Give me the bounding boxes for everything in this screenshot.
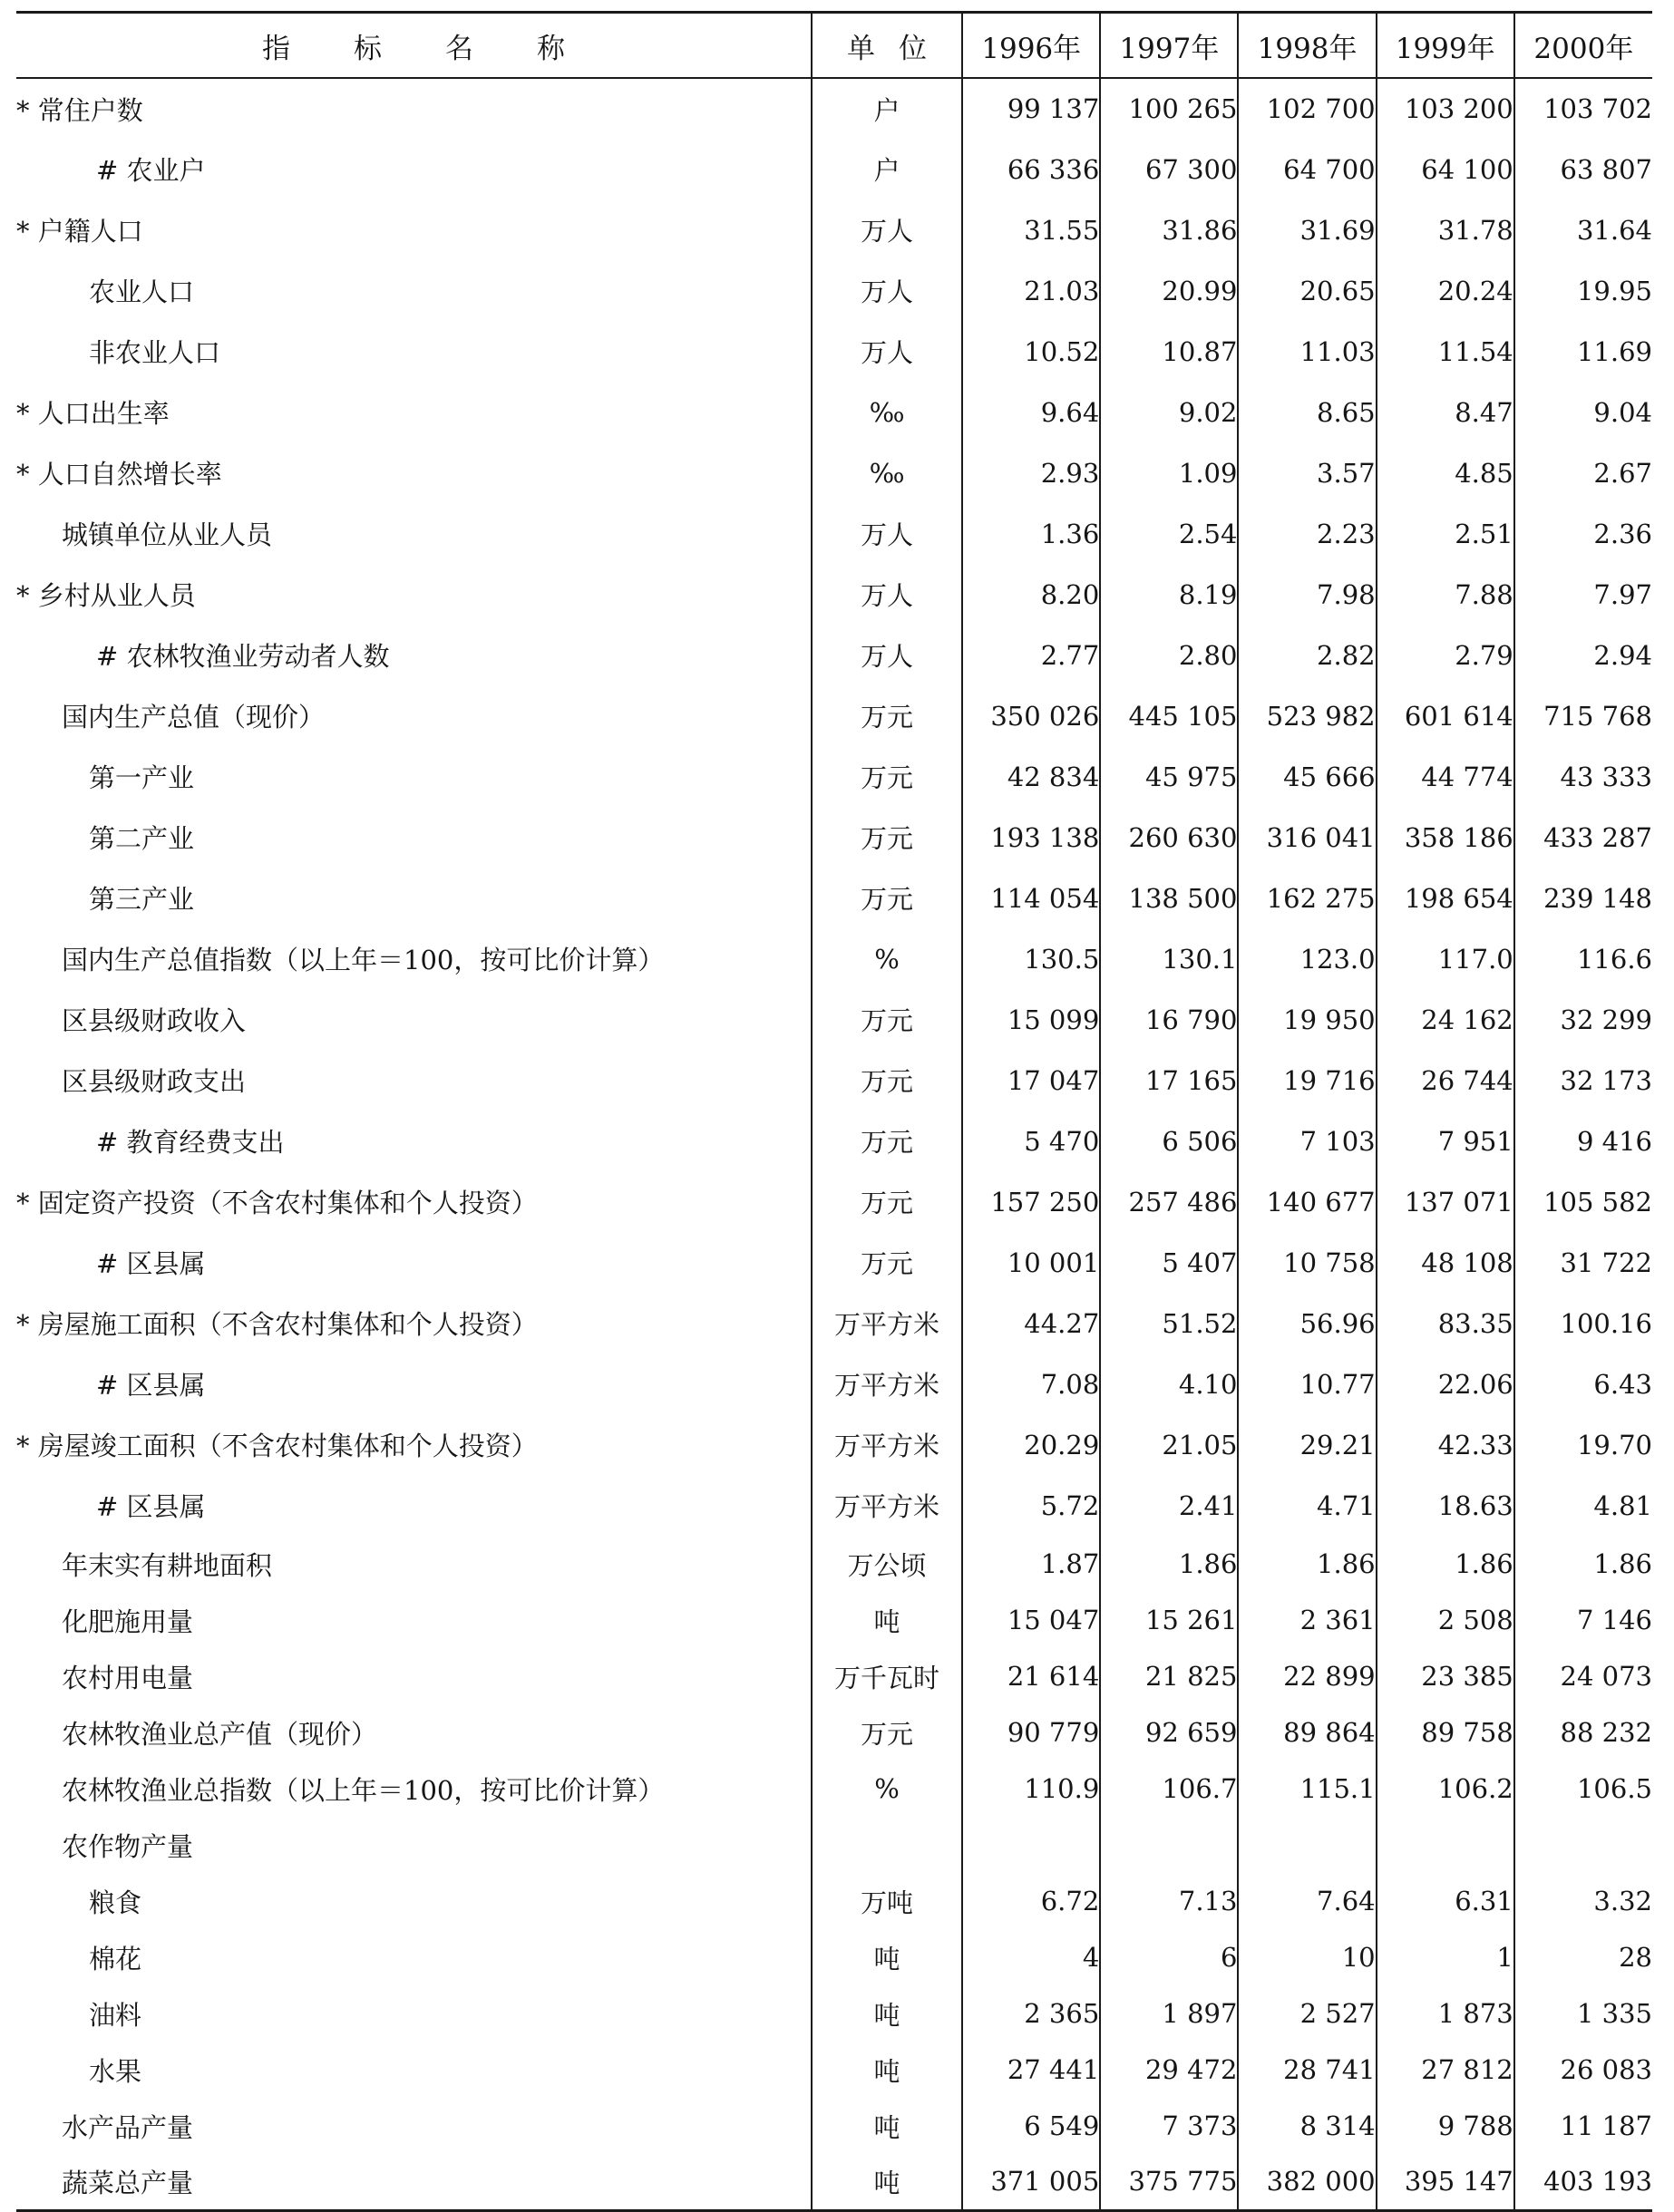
indicator-name-cell: * 户籍人口: [16, 216, 143, 247]
indicator-name-cell: # 区县属: [96, 1370, 206, 1401]
value-cell-1999: 198 654: [1377, 868, 1514, 928]
header-row: [16, 13, 1652, 79]
table-row: [16, 1536, 1652, 1592]
value-cell-1996: 157 250: [962, 1171, 1100, 1232]
unit-cell: 吨: [812, 2098, 962, 2154]
unit-cell: 万人: [812, 321, 962, 382]
value-cell-1999: 20.24: [1377, 260, 1514, 321]
value-cell-1997: 6 506: [1100, 1111, 1238, 1171]
table-row: [16, 1353, 1652, 1414]
table-row: [16, 928, 1652, 989]
value-cell-1999: 11.54: [1377, 321, 1514, 382]
unit-cell: [812, 1817, 962, 1873]
indicator-name-cell: 蔬菜总产量: [62, 2167, 194, 2198]
value-cell-1998: 7.98: [1238, 564, 1376, 625]
value-cell-1997: 1.86: [1100, 1536, 1238, 1592]
value-cell-1998: 45 666: [1238, 746, 1376, 807]
value-cell-1998: 64 700: [1238, 139, 1376, 199]
value-cell-1997: 257 486: [1100, 1171, 1238, 1232]
unit-cell: 万平方米: [812, 1475, 962, 1536]
value-cell-1997: 375 775: [1100, 2154, 1238, 2210]
value-cell-1996: 10 001: [962, 1232, 1100, 1293]
value-cell-1996: 21 614: [962, 1648, 1100, 1704]
table-row: [16, 1475, 1652, 1536]
indicator-name-cell: 农村用电量: [62, 1662, 194, 1693]
value-cell-1998: [1238, 1817, 1376, 1873]
table-row: [16, 321, 1652, 382]
indicator-name-cell: 油料: [89, 1999, 142, 2031]
value-cell-1997: 51.52: [1100, 1293, 1238, 1353]
value-cell-1996: 42 834: [962, 746, 1100, 807]
value-cell-2000: 24 073: [1514, 1648, 1652, 1704]
value-cell-1998: 140 677: [1238, 1171, 1376, 1232]
value-cell-2000: 63 807: [1514, 139, 1652, 199]
value-cell-1997: 130.1: [1100, 928, 1238, 989]
value-cell-1996: 2.77: [962, 625, 1100, 685]
value-cell-1999: 601 614: [1377, 685, 1514, 746]
value-cell-1999: 7.88: [1377, 564, 1514, 625]
value-cell-1996: 8.20: [962, 564, 1100, 625]
value-cell-1996: 10.52: [962, 321, 1100, 382]
table-row: [16, 1648, 1652, 1704]
value-cell-1998: 162 275: [1238, 868, 1376, 928]
value-cell-1997: 4.10: [1100, 1353, 1238, 1414]
value-cell-1997: 17 165: [1100, 1050, 1238, 1111]
value-cell-1998: 2 361: [1238, 1592, 1376, 1648]
value-cell-1998: 11.03: [1238, 321, 1376, 382]
value-cell-2000: 433 287: [1514, 807, 1652, 868]
unit-cell: ‰: [812, 382, 962, 442]
value-cell-2000: 116.6: [1514, 928, 1652, 989]
value-cell-1999: 1.86: [1377, 1536, 1514, 1592]
value-cell-1998: 2.82: [1238, 625, 1376, 685]
table-row: [16, 1293, 1652, 1353]
value-cell-2000: 3.32: [1514, 1873, 1652, 1929]
value-cell-1996: 350 026: [962, 685, 1100, 746]
table-row: [16, 1873, 1652, 1929]
indicator-name-cell: * 房屋竣工面积（不含农村集体和个人投资）: [16, 1431, 538, 1461]
unit-cell: 万元: [812, 746, 962, 807]
value-cell-1998: 29.21: [1238, 1414, 1376, 1475]
value-cell-1999: 9 788: [1377, 2098, 1514, 2154]
table-row: [16, 685, 1652, 746]
value-cell-1998: 20.65: [1238, 260, 1376, 321]
table-row: [16, 260, 1652, 321]
table-row: [16, 2098, 1652, 2154]
value-cell-2000: 11 187: [1514, 2098, 1652, 2154]
unit-cell: 万人: [812, 199, 962, 260]
value-cell-1998: 115.1: [1238, 1761, 1376, 1817]
value-cell-1997: 5 407: [1100, 1232, 1238, 1293]
indicator-name-cell: 城镇单位从业人员: [62, 519, 273, 550]
table-row: [16, 807, 1652, 868]
table-row: [16, 2042, 1652, 2098]
table-row: [16, 1232, 1652, 1293]
value-cell-1999: 2.79: [1377, 625, 1514, 685]
value-cell-1997: 92 659: [1100, 1704, 1238, 1761]
value-cell-2000: 9 416: [1514, 1111, 1652, 1171]
value-cell-1999: 44 774: [1377, 746, 1514, 807]
value-cell-1999: 23 385: [1377, 1648, 1514, 1704]
indicator-name-cell: 化肥施用量: [62, 1606, 194, 1637]
value-cell-1997: 31.86: [1100, 199, 1238, 260]
table-row: [16, 442, 1652, 503]
value-cell-1998: 3.57: [1238, 442, 1376, 503]
indicator-name-cell: 非农业人口: [89, 337, 221, 368]
value-cell-2000: 43 333: [1514, 746, 1652, 807]
header-year-1998: 1998年: [1238, 13, 1376, 79]
header-year-2000: 2000年: [1514, 13, 1652, 79]
header-year-1999: 1999年: [1377, 13, 1514, 79]
statistics-sheet: [16, 11, 1652, 2212]
indicator-name-cell: * 人口自然增长率: [16, 459, 222, 490]
value-cell-1996: [962, 1817, 1100, 1873]
value-cell-2000: 28: [1514, 1929, 1652, 1985]
table-row: [16, 1817, 1652, 1873]
table-row: [16, 382, 1652, 442]
value-cell-1998: 8.65: [1238, 382, 1376, 442]
table-row: [16, 1985, 1652, 2042]
indicator-name-cell: * 人口出生率: [16, 398, 170, 429]
table-row: [16, 1761, 1652, 1817]
indicator-name-cell: 年末实有耕地面积: [62, 1549, 273, 1581]
value-cell-1998: 2.23: [1238, 503, 1376, 564]
value-cell-2000: 1.86: [1514, 1536, 1652, 1592]
value-cell-1998: 89 864: [1238, 1704, 1376, 1761]
value-cell-1998: 2 527: [1238, 1985, 1376, 2042]
value-cell-1998: 316 041: [1238, 807, 1376, 868]
value-cell-1998: 10 758: [1238, 1232, 1376, 1293]
value-cell-2000: 2.94: [1514, 625, 1652, 685]
value-cell-1996: 31.55: [962, 199, 1100, 260]
header-year-1997: 1997年: [1100, 13, 1238, 79]
unit-cell: 万元: [812, 1704, 962, 1761]
value-cell-2000: 105 582: [1514, 1171, 1652, 1232]
value-cell-1997: [1100, 1817, 1238, 1873]
value-cell-1999: 2 508: [1377, 1592, 1514, 1648]
value-cell-1996: 371 005: [962, 2154, 1100, 2210]
value-cell-1996: 5.72: [962, 1475, 1100, 1536]
value-cell-1999: 106.2: [1377, 1761, 1514, 1817]
indicator-name-cell: # 区县属: [96, 1491, 206, 1522]
value-cell-2000: 239 148: [1514, 868, 1652, 928]
indicator-name-cell: 水产品产量: [62, 2111, 194, 2143]
unit-cell: 户: [812, 78, 962, 139]
value-cell-1997: 29 472: [1100, 2042, 1238, 2098]
unit-cell: 万千瓦时: [812, 1648, 962, 1704]
indicator-name-cell: * 固定资产投资（不含农村集体和个人投资）: [16, 1188, 538, 1218]
unit-cell: 万平方米: [812, 1353, 962, 1414]
value-cell-2000: 2.67: [1514, 442, 1652, 503]
value-cell-1997: 100 265: [1100, 78, 1238, 139]
value-cell-2000: 7.97: [1514, 564, 1652, 625]
value-cell-2000: 7 146: [1514, 1592, 1652, 1648]
value-cell-1998: 7 103: [1238, 1111, 1376, 1171]
value-cell-1998: 8 314: [1238, 2098, 1376, 2154]
table-row: [16, 1929, 1652, 1985]
value-cell-1996: 20.29: [962, 1414, 1100, 1475]
value-cell-1996: 1.87: [962, 1536, 1100, 1592]
value-cell-1999: 31.78: [1377, 199, 1514, 260]
value-cell-1997: 15 261: [1100, 1592, 1238, 1648]
indicator-name-cell: # 农业户: [96, 155, 206, 186]
value-cell-2000: 1 335: [1514, 1985, 1652, 2042]
unit-cell: %: [812, 1761, 962, 1817]
value-cell-1998: 28 741: [1238, 2042, 1376, 2098]
value-cell-1997: 2.41: [1100, 1475, 1238, 1536]
value-cell-1996: 130.5: [962, 928, 1100, 989]
unit-cell: 万元: [812, 989, 962, 1050]
table-row: [16, 1704, 1652, 1761]
value-cell-2000: [1514, 1817, 1652, 1873]
value-cell-1997: 21.05: [1100, 1414, 1238, 1475]
value-cell-2000: 31 722: [1514, 1232, 1652, 1293]
unit-cell: 万人: [812, 625, 962, 685]
value-cell-2000: 32 299: [1514, 989, 1652, 1050]
table-row: [16, 564, 1652, 625]
value-cell-1997: 67 300: [1100, 139, 1238, 199]
indicator-name-cell: 棉花: [89, 1943, 142, 1974]
value-cell-1998: 19 950: [1238, 989, 1376, 1050]
value-cell-1997: 21 825: [1100, 1648, 1238, 1704]
unit-cell: 户: [812, 139, 962, 199]
indicator-name-cell: 第一产业: [89, 762, 195, 793]
unit-cell: 万公顷: [812, 1536, 962, 1592]
unit-cell: 万元: [812, 1050, 962, 1111]
value-cell-1997: 445 105: [1100, 685, 1238, 746]
value-cell-1996: 6.72: [962, 1873, 1100, 1929]
value-cell-2000: 11.69: [1514, 321, 1652, 382]
table-row: [16, 746, 1652, 807]
value-cell-1996: 27 441: [962, 2042, 1100, 2098]
value-cell-2000: 31.64: [1514, 199, 1652, 260]
indicator-name-cell: 国内生产总值（现价）: [62, 702, 326, 732]
value-cell-1999: 4.85: [1377, 442, 1514, 503]
value-cell-2000: 32 173: [1514, 1050, 1652, 1111]
value-cell-1998: 523 982: [1238, 685, 1376, 746]
table-row: [16, 1050, 1652, 1111]
unit-cell: 万元: [812, 1171, 962, 1232]
value-cell-1999: 26 744: [1377, 1050, 1514, 1111]
unit-cell: 万平方米: [812, 1293, 962, 1353]
table-row: [16, 1171, 1652, 1232]
value-cell-1999: 137 071: [1377, 1171, 1514, 1232]
value-cell-1999: 42.33: [1377, 1414, 1514, 1475]
value-cell-1996: 9.64: [962, 382, 1100, 442]
indicator-name-cell: 第二产业: [89, 823, 195, 854]
value-cell-1996: 99 137: [962, 78, 1100, 139]
table-row: [16, 2154, 1652, 2210]
value-cell-1998: 19 716: [1238, 1050, 1376, 1111]
value-cell-2000: 6.43: [1514, 1353, 1652, 1414]
value-cell-1998: 7.64: [1238, 1873, 1376, 1929]
unit-cell: 万平方米: [812, 1414, 962, 1475]
indicator-name-cell: # 农林牧渔业劳动者人数: [96, 641, 390, 672]
unit-cell: 万吨: [812, 1873, 962, 1929]
value-cell-1997: 8.19: [1100, 564, 1238, 625]
value-cell-1999: 27 812: [1377, 2042, 1514, 2098]
value-cell-1997: 7 373: [1100, 2098, 1238, 2154]
value-cell-1998: 102 700: [1238, 78, 1376, 139]
indicator-name-cell: * 乡村从业人员: [16, 580, 196, 611]
table-row: [16, 503, 1652, 564]
indicator-name-cell: # 区县属: [96, 1248, 206, 1279]
table-row: [16, 1592, 1652, 1648]
unit-cell: 吨: [812, 2042, 962, 2098]
value-cell-1998: 10: [1238, 1929, 1376, 1985]
indicator-name-cell: * 常住户数: [16, 94, 143, 126]
value-cell-1996: 114 054: [962, 868, 1100, 928]
value-cell-1999: 6.31: [1377, 1873, 1514, 1929]
value-cell-1998: 4.71: [1238, 1475, 1376, 1536]
indicator-name-cell: 农林牧渔业总产值（现价）: [62, 1718, 378, 1750]
indicator-name-cell: 区县级财政支出: [62, 1066, 247, 1097]
value-cell-1997: 16 790: [1100, 989, 1238, 1050]
value-cell-1997: 1 897: [1100, 1985, 1238, 2042]
table-row: [16, 1111, 1652, 1171]
value-cell-1996: 2.93: [962, 442, 1100, 503]
value-cell-1997: 7.13: [1100, 1873, 1238, 1929]
indicator-name-cell: 农林牧渔业总指数（以上年＝100，按可比价计算）: [62, 1774, 665, 1806]
value-cell-2000: 100.16: [1514, 1293, 1652, 1353]
value-cell-1999: 1 873: [1377, 1985, 1514, 2042]
value-cell-1997: 2.80: [1100, 625, 1238, 685]
value-cell-1998: 31.69: [1238, 199, 1376, 260]
unit-cell: 万元: [812, 685, 962, 746]
table-row: [16, 139, 1652, 199]
value-cell-1996: 15 047: [962, 1592, 1100, 1648]
unit-cell: 吨: [812, 1985, 962, 2042]
value-cell-1999: 8.47: [1377, 382, 1514, 442]
value-cell-2000: 26 083: [1514, 2042, 1652, 2098]
indicator-name-cell: # 教育经费支出: [96, 1127, 285, 1158]
value-cell-1996: 21.03: [962, 260, 1100, 321]
indicator-name-cell: 区县级财政收入: [62, 1005, 247, 1036]
value-cell-1997: 2.54: [1100, 503, 1238, 564]
indicator-name-cell: * 房屋施工面积（不含农村集体和个人投资）: [16, 1309, 538, 1340]
value-cell-1999: 1: [1377, 1929, 1514, 1985]
unit-cell: 吨: [812, 1592, 962, 1648]
indicator-name-cell: 国内生产总值指数（以上年＝100，按可比价计算）: [62, 945, 665, 975]
indicator-name-cell: 粮食: [89, 1887, 142, 1918]
value-cell-1996: 110.9: [962, 1761, 1100, 1817]
value-cell-1997: 106.7: [1100, 1761, 1238, 1817]
value-cell-2000: 88 232: [1514, 1704, 1652, 1761]
value-cell-1999: 358 186: [1377, 807, 1514, 868]
value-cell-1999: 18.63: [1377, 1475, 1514, 1536]
value-cell-2000: 106.5: [1514, 1761, 1652, 1817]
unit-cell: ‰: [812, 442, 962, 503]
value-cell-1999: 7 951: [1377, 1111, 1514, 1171]
value-cell-1996: 2 365: [962, 1985, 1100, 2042]
value-cell-1997: 10.87: [1100, 321, 1238, 382]
value-cell-1997: 138 500: [1100, 868, 1238, 928]
value-cell-1999: 83.35: [1377, 1293, 1514, 1353]
table-body: [16, 78, 1652, 2210]
unit-cell: %: [812, 928, 962, 989]
value-cell-1999: 64 100: [1377, 139, 1514, 199]
value-cell-1997: 20.99: [1100, 260, 1238, 321]
value-cell-1997: 1.09: [1100, 442, 1238, 503]
value-cell-2000: 4.81: [1514, 1475, 1652, 1536]
table-row: [16, 989, 1652, 1050]
value-cell-1999: 22.06: [1377, 1353, 1514, 1414]
value-cell-1996: 1.36: [962, 503, 1100, 564]
unit-cell: 万人: [812, 260, 962, 321]
indicator-name-cell: 水果: [89, 2055, 142, 2087]
value-cell-1999: 117.0: [1377, 928, 1514, 989]
value-cell-1996: 193 138: [962, 807, 1100, 868]
value-cell-2000: 403 193: [1514, 2154, 1652, 2210]
value-cell-1997: 260 630: [1100, 807, 1238, 868]
value-cell-1999: 48 108: [1377, 1232, 1514, 1293]
value-cell-1996: 4: [962, 1929, 1100, 1985]
unit-cell: 万人: [812, 564, 962, 625]
value-cell-2000: 2.36: [1514, 503, 1652, 564]
value-cell-2000: 715 768: [1514, 685, 1652, 746]
value-cell-1998: 123.0: [1238, 928, 1376, 989]
value-cell-1996: 15 099: [962, 989, 1100, 1050]
table-row: [16, 78, 1652, 139]
value-cell-1998: 10.77: [1238, 1353, 1376, 1414]
value-cell-1996: 66 336: [962, 139, 1100, 199]
header-year-1996: 1996年: [962, 13, 1100, 79]
value-cell-1999: 103 200: [1377, 78, 1514, 139]
unit-cell: 吨: [812, 1929, 962, 1985]
unit-cell: 万元: [812, 1232, 962, 1293]
table-row: [16, 625, 1652, 685]
indicator-name-cell: 农业人口: [89, 276, 195, 307]
unit-cell: 万元: [812, 807, 962, 868]
header-indicator-name: 指标名称: [16, 13, 812, 79]
value-cell-1999: 2.51: [1377, 503, 1514, 564]
value-cell-1997: 6: [1100, 1929, 1238, 1985]
indicator-name-cell: 第三产业: [89, 884, 195, 915]
value-cell-1999: [1377, 1817, 1514, 1873]
unit-cell: 万人: [812, 503, 962, 564]
value-cell-1996: 90 779: [962, 1704, 1100, 1761]
value-cell-1996: 5 470: [962, 1111, 1100, 1171]
value-cell-1996: 7.08: [962, 1353, 1100, 1414]
value-cell-1998: 56.96: [1238, 1293, 1376, 1353]
value-cell-1999: 395 147: [1377, 2154, 1514, 2210]
table-row: [16, 868, 1652, 928]
value-cell-2000: 19.95: [1514, 260, 1652, 321]
header-unit: 单位: [812, 13, 962, 79]
indicator-name-cell: 农作物产量: [62, 1830, 194, 1862]
statistics-table: [16, 11, 1652, 2212]
value-cell-1999: 24 162: [1377, 989, 1514, 1050]
value-cell-1997: 9.02: [1100, 382, 1238, 442]
unit-cell: 万元: [812, 868, 962, 928]
value-cell-1999: 89 758: [1377, 1704, 1514, 1761]
table-row: [16, 199, 1652, 260]
value-cell-1998: 22 899: [1238, 1648, 1376, 1704]
value-cell-1996: 17 047: [962, 1050, 1100, 1111]
value-cell-2000: 9.04: [1514, 382, 1652, 442]
value-cell-1998: 382 000: [1238, 2154, 1376, 2210]
value-cell-2000: 19.70: [1514, 1414, 1652, 1475]
unit-cell: 吨: [812, 2154, 962, 2210]
value-cell-1996: 6 549: [962, 2098, 1100, 2154]
unit-cell: 万元: [812, 1111, 962, 1171]
table-row: [16, 1414, 1652, 1475]
value-cell-1997: 45 975: [1100, 746, 1238, 807]
value-cell-1996: 44.27: [962, 1293, 1100, 1353]
value-cell-1998: 1.86: [1238, 1536, 1376, 1592]
value-cell-2000: 103 702: [1514, 78, 1652, 139]
